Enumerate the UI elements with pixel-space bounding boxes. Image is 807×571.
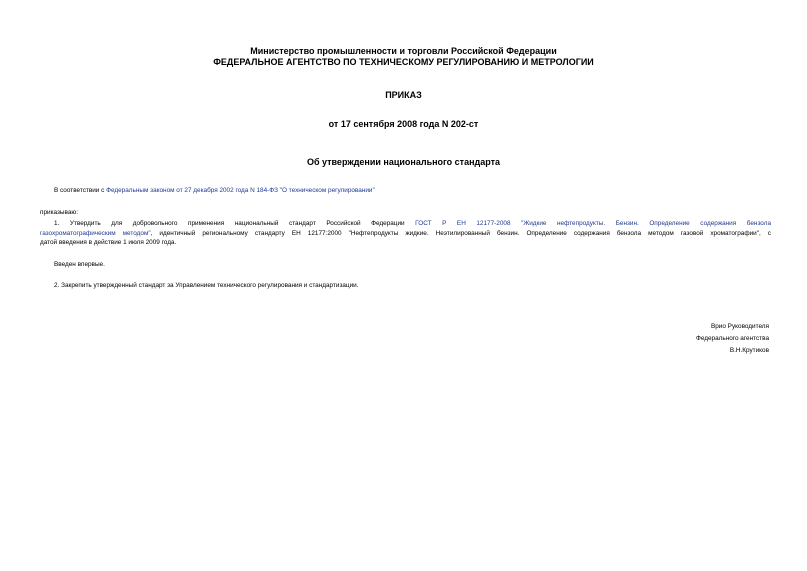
item2-paragraph: 2. Закрепить утвержденный стандарт за Управлением технического регулирования и стандартизации. xyxy=(54,282,359,289)
signature-name: В.Н.Крутиков xyxy=(729,347,769,354)
ministry-title: Министерство промышленности и торговли Российской Федерации xyxy=(250,46,557,56)
gost-link-part2[interactable]: газохроматографическим методом" xyxy=(40,229,151,237)
first-introduced: Введен впервые. xyxy=(54,261,105,268)
item1-line1 xyxy=(40,219,771,229)
order-word: приказываю: xyxy=(40,209,78,216)
item1-line2 xyxy=(40,229,771,239)
agency-title: ФЕДЕРАЛЬНОЕ АГЕНТСТВО ПО ТЕХНИЧЕСКОМУ РЕГУЛИРОВАНИЮ И МЕТРОЛОГИИ xyxy=(213,57,594,67)
item1-line3: датой введения в действие 1 июля 2009 года. xyxy=(40,239,177,246)
signature-position-line1: Врио Руководителя xyxy=(710,323,769,330)
item1-prefix: 1. Утвердить для добровольного применения национальный стандарт Российской Федерации xyxy=(54,220,405,227)
gost-link-part1[interactable]: ГОСТ Р ЕН 12177-2008 "Жидкие нефтепродукты. Бензин. Определение содержания бензола xyxy=(415,220,771,227)
signature-position-line2: Федерального агентства xyxy=(695,335,769,342)
federal-law-link[interactable]: Федеральным законом от 27 декабря 2002 года N 184-ФЗ "О техническом регулировании" xyxy=(106,187,375,194)
intro-prefix: В соответствии с xyxy=(54,187,107,194)
order-date-number: от 17 сентября 2008 года N 202-ст xyxy=(328,119,479,129)
intro-paragraph xyxy=(54,186,375,196)
signature-block xyxy=(696,321,769,357)
order-title: ПРИКАЗ xyxy=(385,90,422,100)
order-subject: Об утверждении национального стандарта xyxy=(306,157,501,167)
item1-rest: , идентичный региональному стандарту ЕН 12177:2000 "Нефтепродукты жидкие. Неэтилированный бензин. Определение содержания бензола методом газовой хроматографии", с xyxy=(150,229,771,237)
item1-paragraph xyxy=(40,219,771,248)
